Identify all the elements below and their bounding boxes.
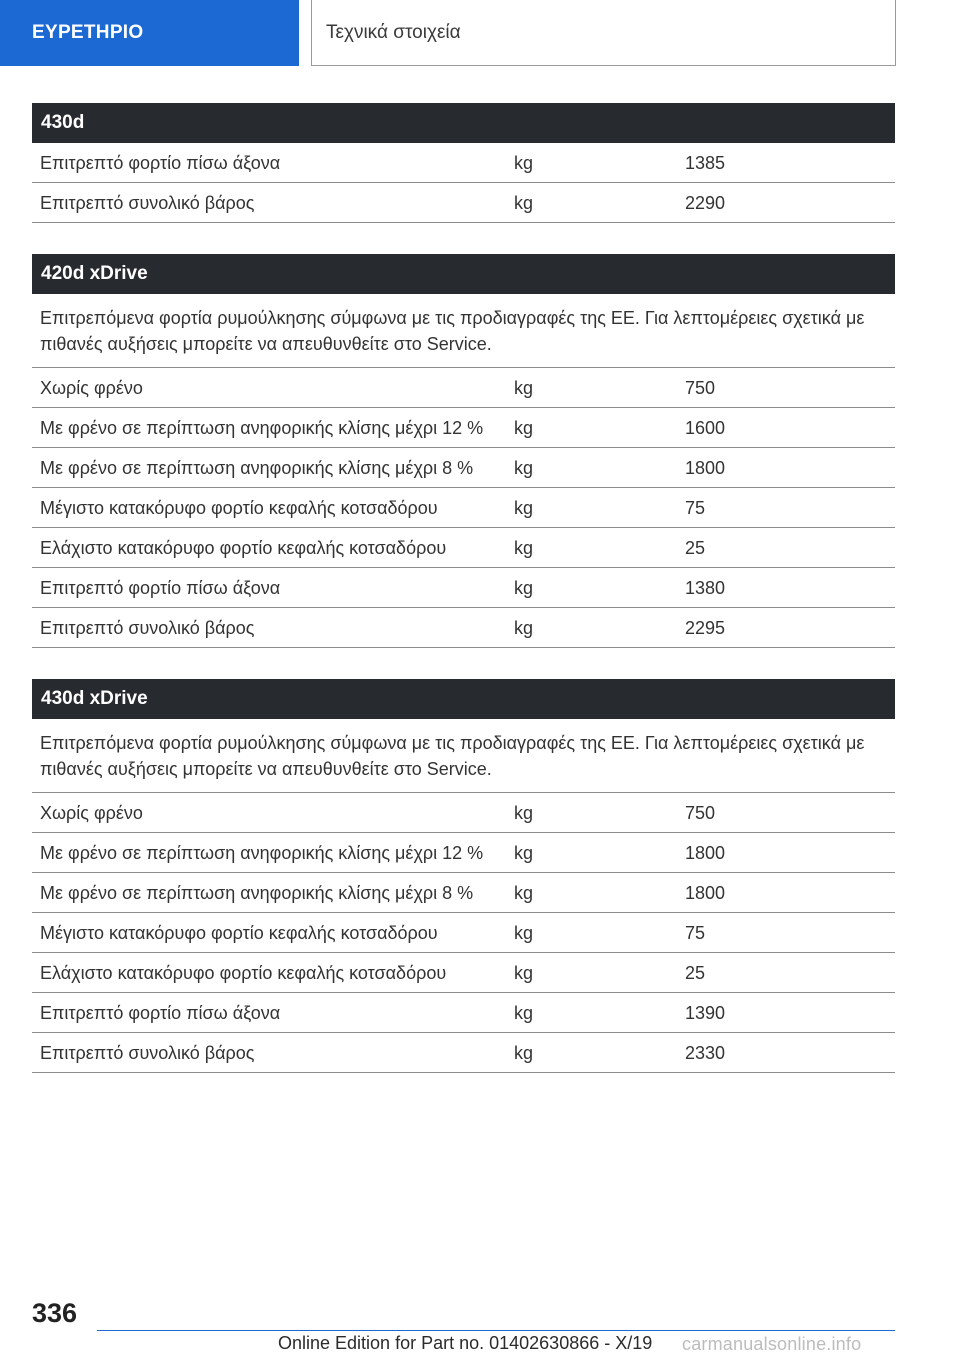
row-unit: kg (514, 458, 534, 478)
table-row (32, 953, 895, 993)
row-value: 1800 (685, 843, 726, 863)
spec-tables (32, 103, 895, 1104)
row-value: 25 (685, 538, 706, 558)
top-navigation (0, 0, 960, 66)
row-label: Επιτρεπτό συνολικό βάρος (40, 618, 255, 638)
row-unit: kg (514, 378, 534, 398)
block-title: 430d (32, 103, 895, 143)
row-label: Επιτρεπτό φορτίο πίσω άξονα (40, 578, 281, 598)
table-row (32, 528, 895, 568)
row-unit: kg (514, 153, 534, 173)
row-label: Με φρένο σε περίπτωση ανηφορικής κλίσης μέχρι 8 % (40, 883, 474, 903)
edition-text: Online Edition for Part no. 01402630866 - X/19 (278, 1333, 653, 1353)
row-label: Επιτρεπτό φορτίο πίσω άξονα (40, 1003, 281, 1023)
table-row (32, 833, 895, 873)
table-row (32, 368, 895, 408)
footer-divider (97, 1330, 895, 1331)
row-value: 2290 (685, 193, 726, 213)
row-unit: kg (514, 618, 534, 638)
row-label: Με φρένο σε περίπτωση ανηφορικής κλίσης μέχρι 12 % (40, 418, 484, 438)
row-unit: kg (514, 843, 534, 863)
row-label: Επιτρεπτό συνολικό βάρος (40, 1043, 255, 1063)
row-label: Ελάχιστο κατακόρυφο φορτίο κεφαλής κοτσαδόρου (40, 963, 447, 983)
table-row (32, 448, 895, 488)
row-value: 75 (685, 498, 706, 518)
block-note: Επιτρεπόμενα φορτία ρυμούλκησης σύμφωνα με τις προδιαγραφές της ΕΕ. Για λεπτομέρειες σχετικά με πιθανές αυξήσεις μπορείτε να απευθυνθείτε στο Service. (32, 719, 895, 793)
table-row (32, 143, 895, 183)
watermark: carmanualsonline.info (682, 1334, 862, 1354)
row-value: 75 (685, 923, 706, 943)
row-unit: kg (514, 1003, 534, 1023)
spec-block (32, 254, 895, 648)
table-row (32, 183, 895, 223)
row-value: 1385 (685, 153, 726, 173)
section-title-tab[interactable]: Τεχνικά στοιχεία (311, 0, 896, 66)
row-label: Μέγιστο κατακόρυφο φορτίο κεφαλής κοτσαδόρου (40, 498, 438, 518)
page-number: 336 (32, 1298, 78, 1328)
row-unit: kg (514, 923, 534, 943)
spec-block (32, 679, 895, 1073)
row-unit: kg (514, 963, 534, 983)
row-label: Χωρίς φρένο (40, 378, 143, 398)
row-label: Με φρένο σε περίπτωση ανηφορικής κλίσης μέχρι 8 % (40, 458, 474, 478)
table-row (32, 993, 895, 1033)
table-row (32, 608, 895, 648)
row-unit: kg (514, 803, 534, 823)
block-note: Επιτρεπόμενα φορτία ρυμούλκησης σύμφωνα με τις προδιαγραφές της ΕΕ. Για λεπτομέρειες σχετικά με πιθανές αυξήσεις μπορείτε να απευθυνθείτε στο Service. (32, 294, 895, 368)
row-label: Επιτρεπτό συνολικό βάρος (40, 193, 255, 213)
row-value: 1800 (685, 883, 726, 903)
table-row (32, 568, 895, 608)
table-row (32, 1033, 895, 1073)
row-value: 1390 (685, 1003, 726, 1023)
row-value: 750 (685, 803, 716, 823)
table-row (32, 488, 895, 528)
index-tab[interactable]: ΕΥΡΕΤΗΡΙΟ (0, 0, 299, 66)
row-value: 1800 (685, 458, 726, 478)
row-label: Χωρίς φρένο (40, 803, 143, 823)
block-title: 430d xDrive (32, 679, 895, 719)
row-unit: kg (514, 578, 534, 598)
row-unit: kg (514, 538, 534, 558)
table-row (32, 793, 895, 833)
row-value: 1380 (685, 578, 726, 598)
row-value: 750 (685, 378, 716, 398)
row-unit: kg (514, 418, 534, 438)
row-value: 25 (685, 963, 706, 983)
row-value: 2295 (685, 618, 726, 638)
row-value: 2330 (685, 1043, 726, 1063)
spec-block (32, 103, 895, 223)
block-title: 420d xDrive (32, 254, 895, 294)
row-label: Επιτρεπτό φορτίο πίσω άξονα (40, 153, 281, 173)
row-unit: kg (514, 1043, 534, 1063)
row-unit: kg (514, 883, 534, 903)
row-unit: kg (514, 193, 534, 213)
row-label: Μέγιστο κατακόρυφο φορτίο κεφαλής κοτσαδόρου (40, 923, 438, 943)
row-label: Με φρένο σε περίπτωση ανηφορικής κλίσης μέχρι 12 % (40, 843, 484, 863)
table-row (32, 873, 895, 913)
row-unit: kg (514, 498, 534, 518)
table-row (32, 913, 895, 953)
table-row (32, 408, 895, 448)
row-label: Ελάχιστο κατακόρυφο φορτίο κεφαλής κοτσαδόρου (40, 538, 447, 558)
row-value: 1600 (685, 418, 726, 438)
